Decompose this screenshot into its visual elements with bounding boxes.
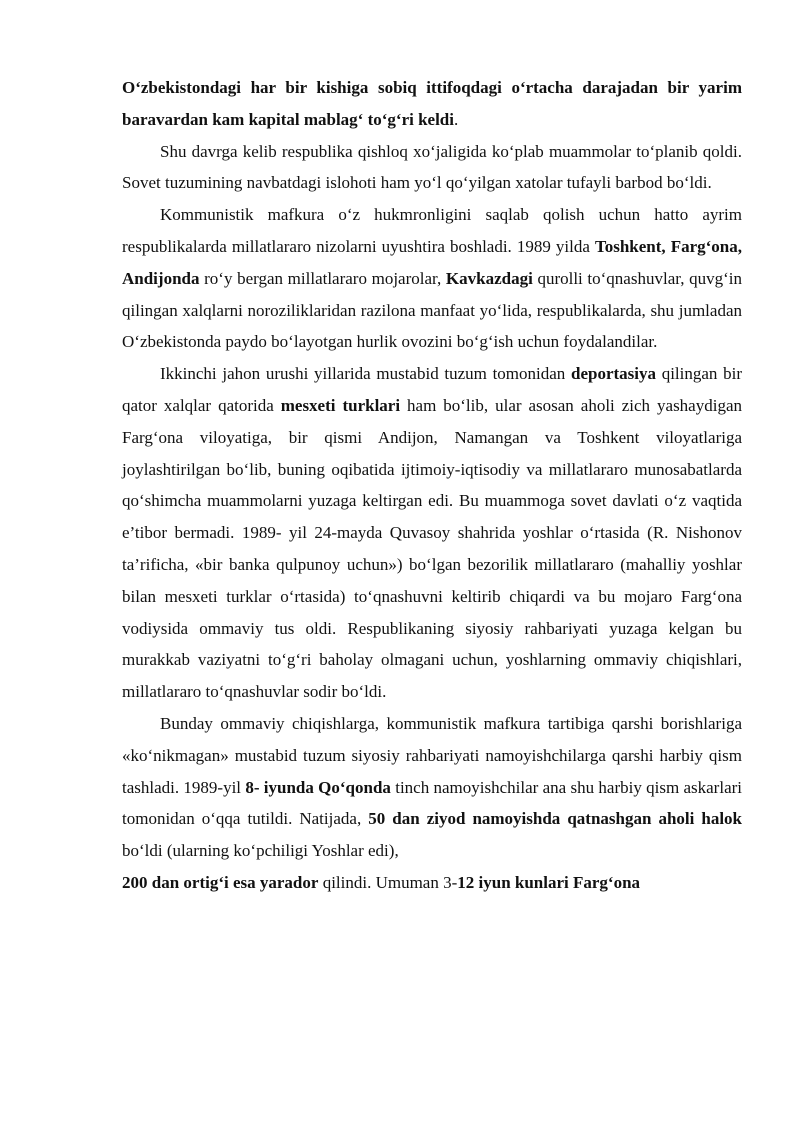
bold-run: 50 dan ziyod namoyishda qatnashgan aholi halok: [368, 809, 743, 829]
bold-run: Toshkent, Farg‘ona, Andijonda: [122, 236, 742, 288]
text-run: qilindi. Umuman 3-: [318, 872, 458, 892]
bold-run: 200 dan ortig‘i esa yarador: [122, 872, 319, 892]
bold-run: deportasiya: [571, 364, 656, 384]
paragraph-2: [122, 136, 742, 200]
text-run: .: [454, 109, 459, 129]
bold-run: O‘zbekistondagi har bir kishiga sobiq ittifoqdagi o‘rtacha darajadan bir yarim baravardan kam kapital mablag‘ to‘g‘ri keldi: [122, 78, 742, 129]
text-run: qilingan bir qator xalqlar qatorida: [122, 364, 742, 415]
text-run: ro‘y bergan millatlararo mojarolar,: [199, 268, 446, 288]
paragraph-4: [122, 358, 742, 708]
text-run: ham bo‘lib, ular asosan aholi zich yashaydigan Farg‘ona viloyatiga, bir qismi Andijon, Namangan va Toshkent viloyatlariga joylashtirilgan bo‘lib, buning oqibatida ijtimoiy-iqtisodiy va millatlararo munosabatlarda qo‘shimcha muammolarni yuzaga keltirgan edi. Bu muammoga sovet davlati o‘z vaqtida e’tibor bermadi. 1989- yil 24-mayda Quvasoy shahrida yoshlar o‘rtasida (R. Nishonov ta’rificha, «bir banka qulpunoy uchun») bo‘lgan bezorilik millatlararo (mahalliy yoshlar bilan mesxeti turklar o‘rtasida) to‘qnashuvni keltirib chiqardi va bu mojaro Farg‘ona vodiysida ommaviy tus oldi. Respublikaning siyosiy rahbariyati yuzaga kelgan bu murakkab vaziyatni to‘g‘ri baholay olmagani uchun, yoshlarning ommaviy chiqishlari, millatlararo to‘qnashuvlar sodir bo‘ldi.: [122, 395, 742, 702]
text-run: tinch namoyishchilar ana shu harbiy qism askarlari tomonidan o‘qqa tutildi. Natijada,: [122, 777, 742, 829]
document-page: [122, 72, 742, 899]
bold-run: 12 iyun kunlari Farg‘ona: [457, 872, 641, 892]
text-run: Bunday ommaviy chiqishlarga, kommunistik mafkura tartibiga qarshi borishlariga «ko‘nikmagan» mustabid tuzum siyosiy rahbariyati namoyishchilarga qarshi harbiy qism tashladi. 1989-yil: [122, 713, 742, 797]
bold-run: Kavkazdagi: [445, 268, 533, 288]
paragraph-1: [122, 72, 742, 136]
text-run: Ikkinchi jahon urushi yillarida mustabid tuzum tomonidan: [160, 364, 571, 384]
text-run: bo‘ldi (ularning ko‘pchiligi Yoshlar edi),: [122, 841, 399, 861]
paragraph-5: [122, 708, 742, 867]
bold-run: 8- iyunda Qo‘qonda: [245, 777, 391, 797]
text-run: qurolli to‘qnashuvlar, quvg‘in qilingan xalqlarni noroziliklaridan razilona manfaat yo‘lida, respublikalarda, shu jumladan O‘zbekistonda paydo bo‘layotgan hurlik ovozini bo‘g‘ish uchun foydalandilar.: [122, 268, 742, 352]
bold-run: mesxeti turklari: [280, 395, 401, 415]
text-run: Shu davrga kelib respublika qishloq xo‘jaligida ko‘plab muammolar to‘planib qoldi. Sovet tuzumining navbatdagi islohoti ham yo‘l qo‘yilgan xatolar tufayli barbod bo‘ldi.: [122, 141, 742, 193]
text-run: Kommunistik mafkura o‘z hukmronligini saqlab qolish uchun hatto ayrim respublikalarda millatlararo nizolarni uyushtira boshladi. 1989 yilda: [122, 205, 742, 256]
paragraph-3: [122, 199, 742, 358]
paragraph-6: [122, 867, 742, 899]
